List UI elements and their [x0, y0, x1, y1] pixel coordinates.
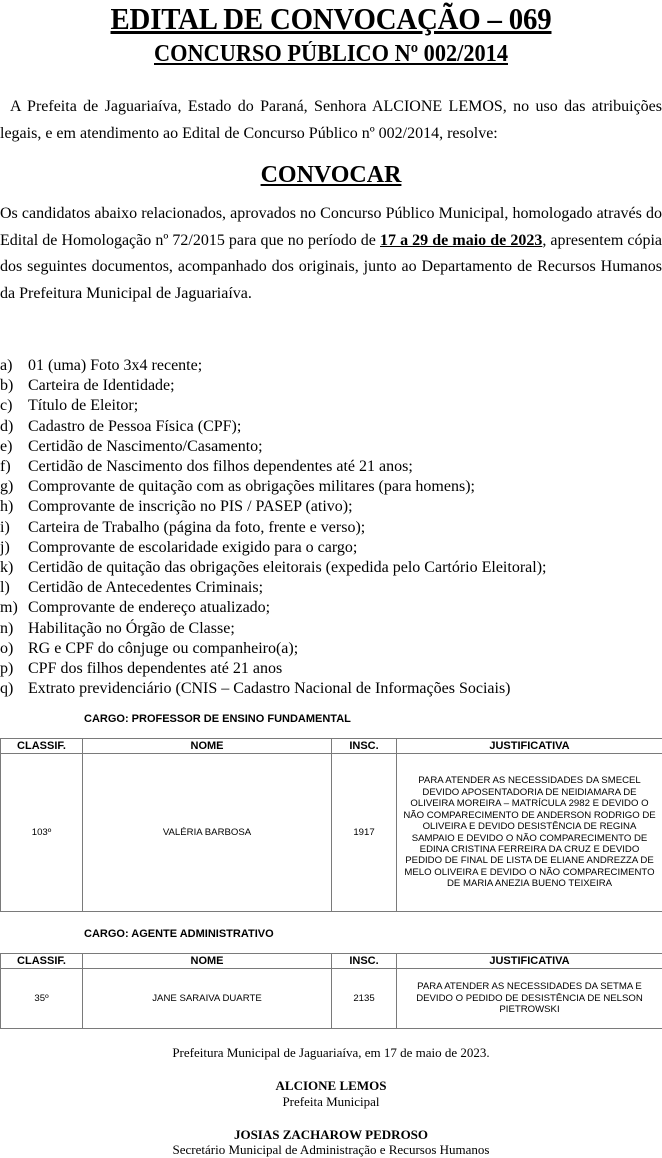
document-item [0, 396, 662, 416]
table-header-row [1, 954, 662, 969]
table-header-row [1, 739, 662, 754]
cell-classif: 103º [1, 754, 83, 912]
cargo-title: CARGO: AGENTE ADMINISTRATIVO [84, 928, 274, 940]
document-letter: d) [0, 417, 14, 435]
cell-justificativa: PARA ATENDER AS NECESSIDADES DA SMECEL DEVIDO APOSENTADORIA DE NEIDIAMARA DE OLIVEIRA MOREIRA – MATRÍCULA 2982 E DEVIDO O NÃO COMPARECIMENTO DE ANDERSON RODRIGO DE OLIVEIRA E DEVIDO DESISTÊNCIA DE REGINA SAMPAIO E DEVIDO O NÃO COMPARECIMENTO DE EDINA CRISTINA FERREIRA DA CRUZ E DEVIDO PEDIDO DE FINAL DE LISTA DE ELIANE ANDREZZA DE MELO OLIVEIRA E DEVIDO O NÃO COMPARECIMENTO DE MARIA ANEZIA BUENO TEIXEIRA [397, 754, 662, 912]
cell-insc: 1917 [332, 754, 397, 912]
signer-role: Secretário Municipal de Administração e Recursos Humanos [172, 1142, 490, 1157]
document-item [0, 477, 662, 497]
document-item [0, 538, 662, 558]
document-text: Comprovante de endereço atualizado; [28, 599, 271, 617]
document-item [0, 619, 662, 639]
document-item [0, 417, 662, 437]
document-item [0, 558, 662, 578]
document-text: Certidão de quitação das obrigações eleitorais (expedida pelo Cartório Eleitoral); [28, 559, 547, 577]
header-insc: INSC. [332, 954, 397, 969]
header-nome: NOME [83, 954, 332, 969]
header-classif: CLASSIF. [1, 739, 83, 754]
document-item [0, 578, 662, 598]
action-heading: CONVOCAR [260, 162, 402, 188]
intro-paragraph: A Prefeita de Jaguariaíva, Estado do Paraná, Senhora ALCIONE LEMOS, no uso das atribuições legais, e em atendimento ao Edital de Concurso Público nº 002/2014, resolve: [0, 98, 662, 142]
body-text-before: Os candidatos abaixo relacionados, aprovados no Concurso Público Municipal, homologado através do Edital de Homologação nº 72/2015 para que no período de [0, 205, 662, 249]
document-text: Carteira de Identidade; [28, 377, 175, 395]
document-letter: q) [0, 680, 14, 698]
candidates-table [0, 738, 662, 912]
document-item [0, 659, 662, 679]
document-title: EDITAL DE CONVOCAÇÃO – 069 [110, 1, 552, 36]
document-text: Certidão de Antecedentes Criminais; [28, 579, 264, 597]
document-letter: g) [0, 478, 14, 496]
document-letter: c) [0, 397, 13, 415]
document-letter: l) [0, 579, 10, 597]
document-letter: i) [0, 518, 10, 536]
document-text: Certidão de Nascimento/Casamento; [28, 437, 263, 455]
header-classif: CLASSIF. [1, 954, 83, 969]
body-paragraph [0, 201, 662, 307]
document-text: 01 (uma) Foto 3x4 recente; [28, 357, 203, 374]
candidates-table [0, 953, 662, 1029]
document-letter: a) [0, 357, 13, 374]
signer-name: JOSIAS ZACHAROW PEDROSO [233, 1127, 429, 1142]
cargo-title: CARGO: PROFESSOR DE ENSINO FUNDAMENTAL [84, 713, 351, 725]
document-item [0, 356, 662, 376]
document-item [0, 457, 662, 477]
document-item [0, 437, 662, 457]
documents-list [0, 356, 662, 699]
document-text: Habilitação no Órgão de Classe; [28, 619, 235, 637]
document-text: Título de Eleitor; [28, 397, 139, 415]
body-text-after: , apresentem cópia dos seguintes documentos, acompanhado dos originais, junto ao Departamento de Recursos Humanos da Prefeitura Municipal de Jaguariaíva. [0, 231, 662, 302]
document-text: Carteira de Trabalho (página da foto, frente e verso); [28, 518, 366, 536]
signer-name: ALCIONE LEMOS [275, 1078, 387, 1093]
document-letter: b) [0, 377, 14, 395]
document-item [0, 497, 662, 517]
document-text: Cadastro de Pessoa Física (CPF); [28, 417, 242, 435]
cell-justificativa: PARA ATENDER AS NECESSIDADES DA SETMA E DEVIDO O PEDIDO DE DESISTÊNCIA DE NELSON PIETROWSKI [397, 969, 662, 1029]
document-item [0, 679, 662, 699]
document-text: Comprovante de quitação com as obrigações militares (para homens); [28, 478, 475, 496]
document-text: Comprovante de inscrição no PIS / PASEP (ativo); [28, 498, 353, 516]
document-letter: p) [0, 660, 14, 678]
document-item [0, 518, 662, 538]
document-text: Certidão de Nascimento dos filhos dependentes até 21 anos; [28, 458, 413, 476]
document-text: Extrato previdenciário (CNIS – Cadastro Nacional de Informações Sociais) [28, 680, 511, 698]
document-subtitle: CONCURSO PÚBLICO Nº 002/2014 [154, 41, 508, 67]
cell-insc: 2135 [332, 969, 397, 1029]
period-highlight: 17 a 29 de maio de 2023 [380, 231, 543, 249]
header-nome: NOME [83, 739, 332, 754]
place-date: Prefeitura Municipal de Jaguariaíva, em 17 de maio de 2023. [172, 1045, 490, 1060]
document-letter: f) [0, 458, 11, 476]
document-text: RG e CPF do cônjuge ou companheiro(a); [28, 639, 299, 657]
document-letter: o) [0, 639, 14, 657]
document-letter: k) [0, 559, 14, 577]
cell-nome: VALÉRIA BARBOSA [83, 754, 332, 912]
document-text: Comprovante de escolaridade exigido para o cargo; [28, 538, 358, 556]
document-letter: n) [0, 619, 14, 637]
document-item [0, 376, 662, 396]
document-letter: m) [0, 599, 18, 617]
header-insc: INSC. [332, 739, 397, 754]
document-letter: h) [0, 498, 14, 516]
table-row [1, 969, 662, 1029]
document-letter: j) [0, 538, 10, 556]
table-row [1, 754, 662, 912]
cell-classif: 35º [1, 969, 83, 1029]
document-item [0, 639, 662, 659]
document-letter: e) [0, 437, 13, 455]
signer-role: Prefeita Municipal [282, 1094, 380, 1109]
document-text: CPF dos filhos dependentes até 21 anos [28, 660, 283, 678]
header-justificativa: JUSTIFICATIVA [397, 739, 662, 754]
document-item [0, 598, 662, 618]
cell-nome: JANE SARAIVA DUARTE [83, 969, 332, 1029]
header-justificativa: JUSTIFICATIVA [397, 954, 662, 969]
